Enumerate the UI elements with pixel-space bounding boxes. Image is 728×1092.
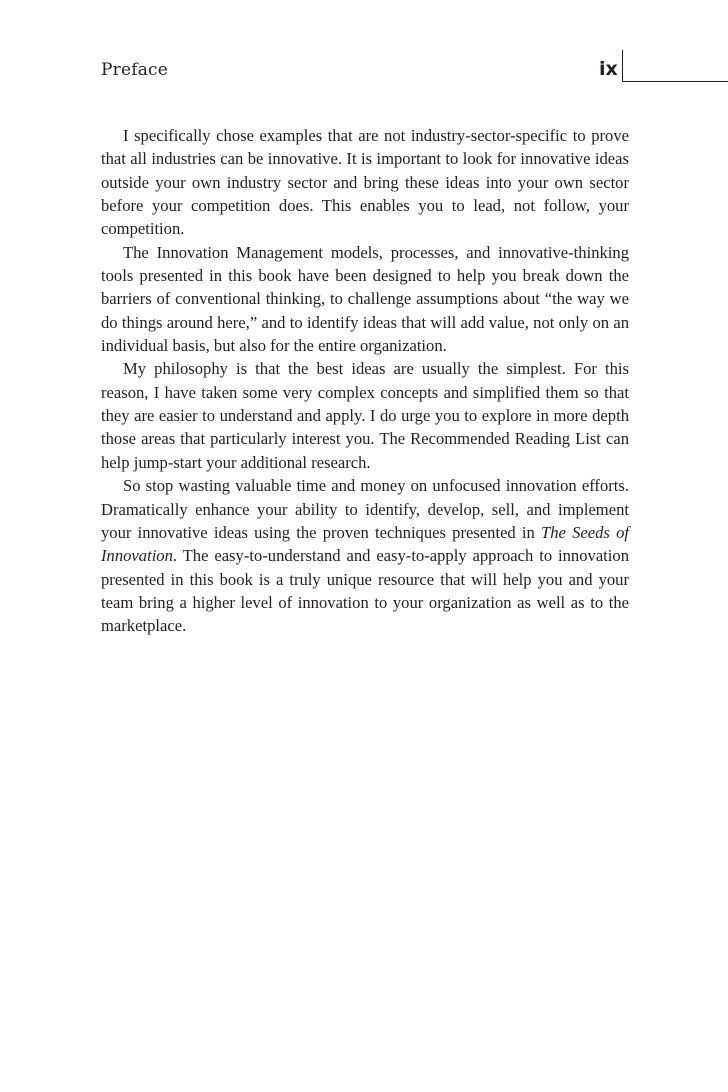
paragraph-text-before-title: So stop wasting valuable time and money on unfocused innovation efforts. Dramatically enhance your ability to identify, develop, sell, and implement your innovative ideas using the proven techniques presented in	[101, 476, 629, 542]
section-title: Preface	[101, 60, 169, 80]
paragraph-philosophy: My philosophy is that the best ideas are usually the simplest. For this reason, I have taken some very complex concepts and simplified them so that they are easier to understand and apply. I do urge you to explore in more depth those areas that particularly interest you. The Recommended Reading List can help jump-start your additional research.	[101, 359, 629, 472]
book-title: The Seeds of Innovation	[101, 522, 629, 566]
paragraph-innovation-management: The Innovation Management models, processes, and innovative-thinking tools presented in this book have been designed to help you break down the barriers of conventional thinking, to challenge assumptions about “the way we do things around here,” and to identify ideas that will add value, not only on an individual basis, but also for the entire organization.	[101, 242, 629, 356]
running-head	[101, 58, 728, 86]
paragraph-text-after-title: . The easy-to-understand and easy-to-apply approach to innovation presented in this book is a truly unique resource that will help you and your team bring a higher level of innovation to your organization as well as to the marketplace.	[101, 546, 629, 636]
page-number: ix	[599, 58, 618, 80]
paragraph-examples: I specifically chose examples that are not industry-sector-specific to prove that all industries can be innovative. It is important to look for innovative ideas outside your own industry sector and bring these ideas into your own sector before your competition does. This enables you to lead, not follow, your competition.	[101, 126, 629, 239]
body-text	[101, 124, 629, 638]
header-rule-horizontal	[622, 81, 728, 82]
paragraph-call-to-action	[101, 474, 629, 637]
header-rule-vertical	[622, 50, 623, 82]
